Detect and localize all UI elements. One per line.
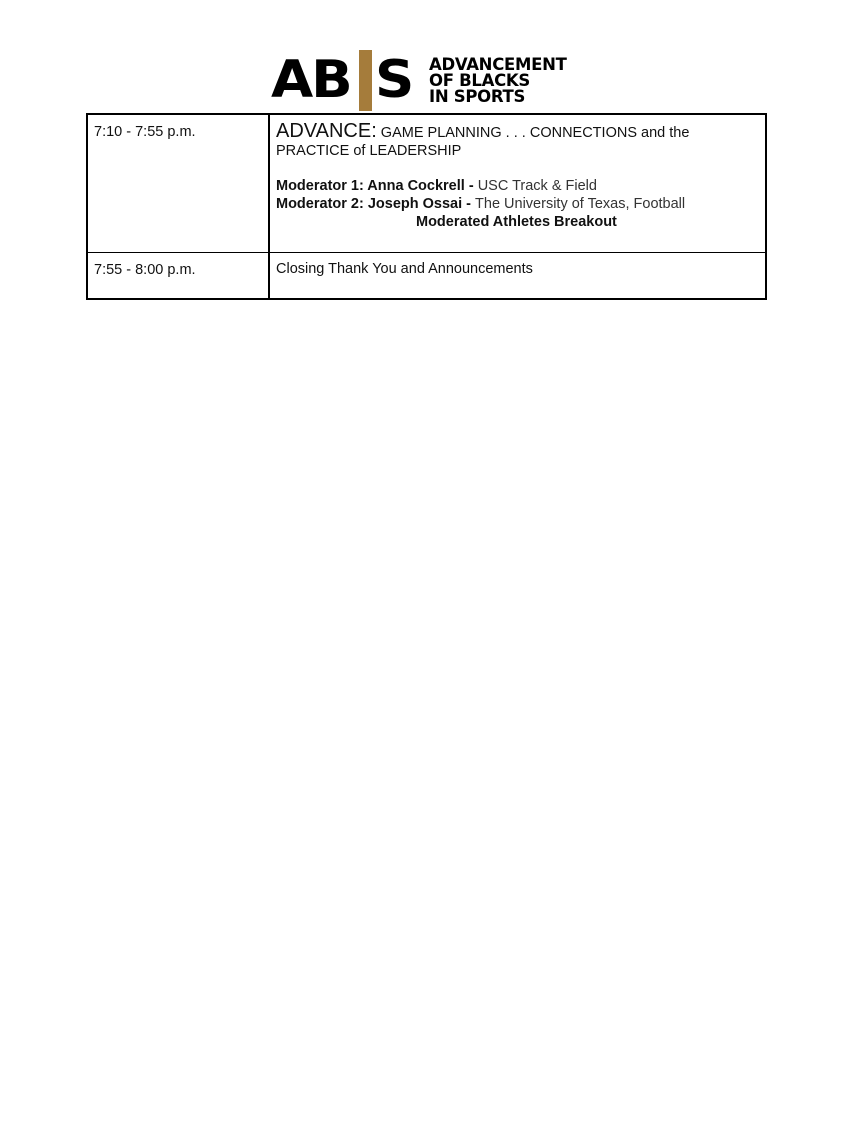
moderator-1-affiliation: USC Track & Field: [477, 178, 597, 194]
logo-line-1: ADVANCEMENT: [429, 55, 567, 74]
breakout-label: Moderated Athletes Breakout: [416, 214, 617, 230]
logo-mark-ab: AB: [271, 50, 351, 110]
abis-logo: [271, 50, 601, 112]
moderator-1-name: Moderator 1: Anna Cockrell -: [276, 178, 478, 194]
logo-mark-s: S: [375, 50, 413, 110]
moderator-2-name: Moderator 2: Joseph Ossai -: [276, 196, 476, 212]
agenda-time: 7:55 - 8:00 p.m.: [87, 253, 269, 300]
agenda-time: 7:10 - 7:55 p.m.: [87, 114, 269, 253]
logo-wordmark: [429, 57, 567, 105]
moderator-2-affiliation: The University of Texas, Football: [475, 196, 686, 212]
moderator-1: [276, 177, 759, 195]
session-title-prefix: ADVANCE:: [276, 120, 377, 142]
agenda-row: [87, 253, 766, 300]
agenda-session: [269, 114, 766, 253]
session-title: Closing Thank You and Announcements: [276, 261, 533, 277]
moderator-list: [276, 177, 759, 231]
moderator-2: [276, 195, 759, 213]
agenda-session: [269, 253, 766, 300]
logo-gold-bar: [359, 50, 372, 111]
logo-line-3: IN SPORTS: [429, 87, 526, 106]
agenda-row: [87, 114, 766, 253]
session-title: [276, 122, 759, 160]
agenda-table: [86, 113, 767, 300]
logo-line-2: OF BLACKS: [429, 71, 530, 90]
session-title-rest: GAME PLANNING . . . CONNECTIONS and the PRACTICE of LEADERSHIP: [276, 125, 690, 159]
